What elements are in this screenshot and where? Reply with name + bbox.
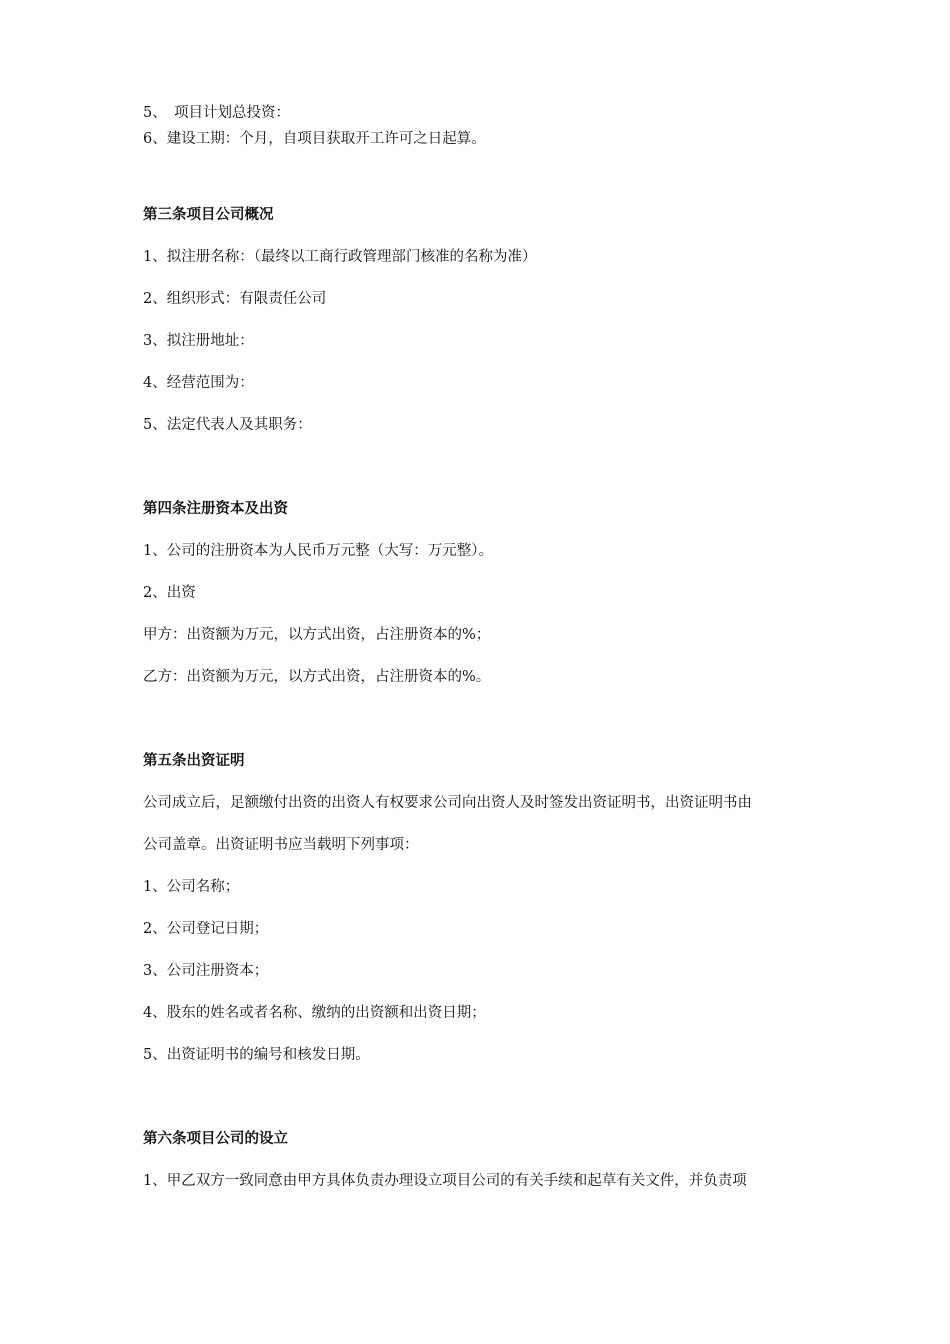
article-4-party-a: 甲方：出资额为万元，以方式出资，占注册资本的%； xyxy=(143,627,491,643)
article-5-heading: 第五条出资证明 xyxy=(143,753,245,769)
article-4-party-b: 乙方：出资额为万元，以方式出资，占注册资本的%。 xyxy=(143,669,491,685)
article-3-heading: 第三条项目公司概况 xyxy=(143,207,274,223)
article-4-heading: 第四条注册资本及出资 xyxy=(143,501,288,517)
item-total-investment: 5、 项目计划总投资： xyxy=(143,105,290,121)
article-3-item-2: 2、组织形式：有限责任公司 xyxy=(143,291,327,307)
article-6-item-1: 1、甲乙双方一致同意由甲方具体负责办理设立项目公司的有关手续和起草有关文件，并负责项 xyxy=(143,1173,747,1189)
article-3-item-4: 4、经营范围为： xyxy=(143,375,254,391)
article-4-item-1: 1、公司的注册资本为人民币万元整（大写：万元整）。 xyxy=(143,543,493,559)
article-5-item-1: 1、公司名称； xyxy=(143,879,240,895)
article-3-item-3: 3、拟注册地址： xyxy=(143,333,254,349)
item-construction-period: 6、建设工期：个月，自项目获取开工许可之日起算。 xyxy=(143,131,486,147)
article-5-paragraph-line-1: 公司成立后，足额缴付出资的出资人有权要求公司向出资人及时签发出资证明书，出资证明书由 xyxy=(143,795,752,811)
article-3-item-5: 5、法定代表人及其职务： xyxy=(143,417,312,433)
article-3-item-1: 1、拟注册名称：（最终以工商行政管理部门核准的名称为准） xyxy=(143,249,537,265)
article-6-heading: 第六条项目公司的设立 xyxy=(143,1131,288,1147)
article-5-item-5: 5、出资证明书的编号和核发日期。 xyxy=(143,1047,370,1063)
article-5-item-2: 2、公司登记日期； xyxy=(143,921,269,937)
article-5-item-4: 4、股东的姓名或者名称、缴纳的出资额和出资日期； xyxy=(143,1005,486,1021)
article-4-item-2: 2、出资 xyxy=(143,585,196,601)
article-5-paragraph-line-2: 公司盖章。出资证明书应当载明下列事项： xyxy=(143,837,419,853)
article-5-item-3: 3、公司注册资本； xyxy=(143,963,269,979)
